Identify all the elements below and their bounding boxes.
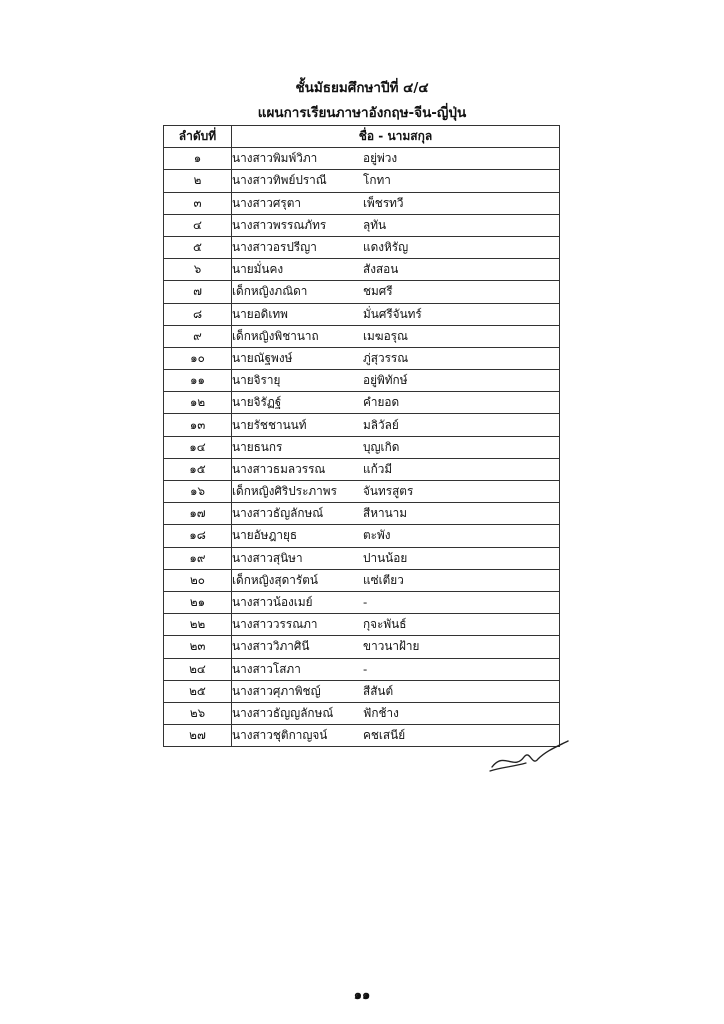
table-row [164,347,560,369]
student-name-cell [232,392,560,414]
student-name-cell [232,214,560,236]
given-name: นายอดิเทพ [232,306,288,321]
given-name: นางสาวโสภา [232,661,301,676]
row-number: ๑๘ [164,525,232,547]
table-row [164,658,560,680]
student-name-cell [232,547,560,569]
surname: - [363,595,368,610]
table-row [164,370,560,392]
row-number: ๑๙ [164,547,232,569]
table-row [164,481,560,503]
table-row [164,214,560,236]
student-name-cell [232,192,560,214]
row-number: ๗ [164,281,232,303]
student-name-cell [232,525,560,547]
table-row [164,303,560,325]
table-row [164,236,560,258]
student-name-cell [232,170,560,192]
table-header-row [164,126,560,148]
table-row [164,614,560,636]
table-row [164,591,560,613]
given-name: นายจิรัฏฐ์ [232,395,282,410]
given-name: นางสาวทิพย์ปราณี [232,173,327,188]
given-name: นางสาวธมลวรรณ [232,461,326,476]
surname: โกทา [363,173,391,188]
given-name: นายอัษฎายุธ [232,528,298,543]
surname: สีสันต์ [363,683,394,698]
surname: เมฆอรุณ [363,328,408,343]
given-name: นางสาวธัญญลักษณ์ [232,705,334,720]
row-number: ๖ [164,259,232,281]
surname: ชมศรี [363,284,393,299]
row-number: ๒๖ [164,702,232,724]
student-name-cell [232,303,560,325]
given-name: นายณัฐพงษ์ [232,350,293,365]
table-row [164,281,560,303]
student-name-cell [232,636,560,658]
student-name-cell [232,458,560,480]
student-name-cell [232,148,560,170]
row-number: ๑๓ [164,414,232,436]
table-row [164,392,560,414]
surname: อยู่พ่วง [363,151,398,166]
page-subtitle: แผนการเรียนภาษาอังกฤษ-จีน-ญี่ปุ่น [257,105,467,121]
table-row [164,547,560,569]
surname: แซ่เตียว [363,572,404,587]
given-name: เด็กหญิงพิชานาถ [232,328,319,343]
student-name-cell [232,614,560,636]
surname: ลุทัน [363,217,387,232]
table-row [164,192,560,214]
surname: อยู่พิทักษ์ [363,373,408,388]
row-number: ๒ [164,170,232,192]
given-name: นางสาวศรุตา [232,195,302,210]
student-name-cell [232,281,560,303]
surname: สีหานาม [363,506,408,521]
given-name: เด็กหญิงภณิดา [232,284,308,299]
given-name: เด็กหญิงศิริประภาพร [232,484,337,499]
given-name: นายจิรายุ [232,373,281,388]
surname: จันทรสูตร [363,484,414,499]
given-name: นางสาวน้องเมย์ [232,595,313,610]
surname: - [363,661,368,676]
student-name-cell [232,569,560,591]
student-name-cell [232,236,560,258]
student-name-cell [232,370,560,392]
table-row [164,702,560,724]
table-row [164,525,560,547]
student-name-cell [232,680,560,702]
student-name-cell [232,481,560,503]
student-name-cell [232,259,560,281]
student-name-cell [232,414,560,436]
row-number: ๕ [164,236,232,258]
student-name-cell [232,503,560,525]
student-name-cell [232,436,560,458]
row-number: ๑ [164,148,232,170]
given-name: นางสาวพรรณภัทร [232,217,327,232]
table-row [164,636,560,658]
surname: แก้วมี [363,461,393,476]
surname: มลิวัลย์ [363,417,399,432]
given-name: นางสาวพิมพ์วิภา [232,151,318,166]
surname: ตะพัง [363,528,391,543]
row-number: ๒๓ [164,636,232,658]
given-name: นางสาวธัญลักษณ์ [232,506,324,521]
column-header-no: ลำดับที่ [164,126,232,148]
given-name: นางสาวศุภาพิชญ์ [232,683,321,698]
student-name-cell [232,347,560,369]
signature [486,737,571,777]
student-name-cell [232,591,560,613]
table-row [164,148,560,170]
row-number: ๒๑ [164,591,232,613]
row-number: ๒๒ [164,614,232,636]
row-number: ๙ [164,325,232,347]
row-number: ๘ [164,303,232,325]
surname: สังสอน [363,262,399,277]
row-number: ๓ [164,192,232,214]
student-name-cell [232,325,560,347]
surname: ปานน้อย [363,550,408,565]
row-number: ๔ [164,214,232,236]
given-name: นายมั่นคง [232,262,284,277]
row-number: ๒๔ [164,658,232,680]
surname: ขาวนาฝ้าย [363,639,420,654]
given-name: เด็กหญิงสุดารัตน์ [232,572,318,587]
row-number: ๑๕ [164,458,232,480]
given-name: นางสาวชุติกาญจน์ [232,728,328,743]
table-row [164,503,560,525]
surname: มั่นศรีจันทร์ [363,306,422,321]
given-name: นางสาววรรณภา [232,617,318,632]
table-row [164,680,560,702]
page-number: ๑๑ [353,988,371,1003]
table-row [164,458,560,480]
given-name: นางสาวอรปรีญา [232,240,317,255]
column-header-name: ชื่อ - นามสกุล [232,126,560,148]
student-table [163,125,560,747]
surname: คชเสนีย์ [363,728,406,743]
surname: กุจะพันธ์ [363,617,407,632]
row-number: ๒๗ [164,725,232,747]
given-name: นางสาววิภาศินี [232,639,310,654]
surname: บุญเกิด [363,439,400,454]
row-number: ๑๐ [164,347,232,369]
row-number: ๒๕ [164,680,232,702]
given-name: นางสาวสุนิษา [232,550,303,565]
surname: ภู่สุวรรณ [363,350,409,365]
table-row [164,259,560,281]
given-name: นายรัชชานนท์ [232,417,307,432]
surname: เพ็ชรทวี [363,195,404,210]
row-number: ๑๗ [164,503,232,525]
table-row [164,436,560,458]
row-number: ๑๔ [164,436,232,458]
table-row [164,325,560,347]
table-row [164,569,560,591]
given-name: นายธนกร [232,439,283,454]
table-row [164,170,560,192]
surname: แดงหิรัญ [363,240,409,255]
page-title: ชั้นมัธยมศึกษาปีที่ ๔/๔ [295,80,429,96]
row-number: ๒๐ [164,569,232,591]
surname: คำยอด [363,395,400,410]
surname: ฟักช้าง [363,705,399,720]
row-number: ๑๑ [164,370,232,392]
row-number: ๑๒ [164,392,232,414]
student-name-cell [232,702,560,724]
student-name-cell [232,658,560,680]
table-row [164,414,560,436]
row-number: ๑๖ [164,481,232,503]
